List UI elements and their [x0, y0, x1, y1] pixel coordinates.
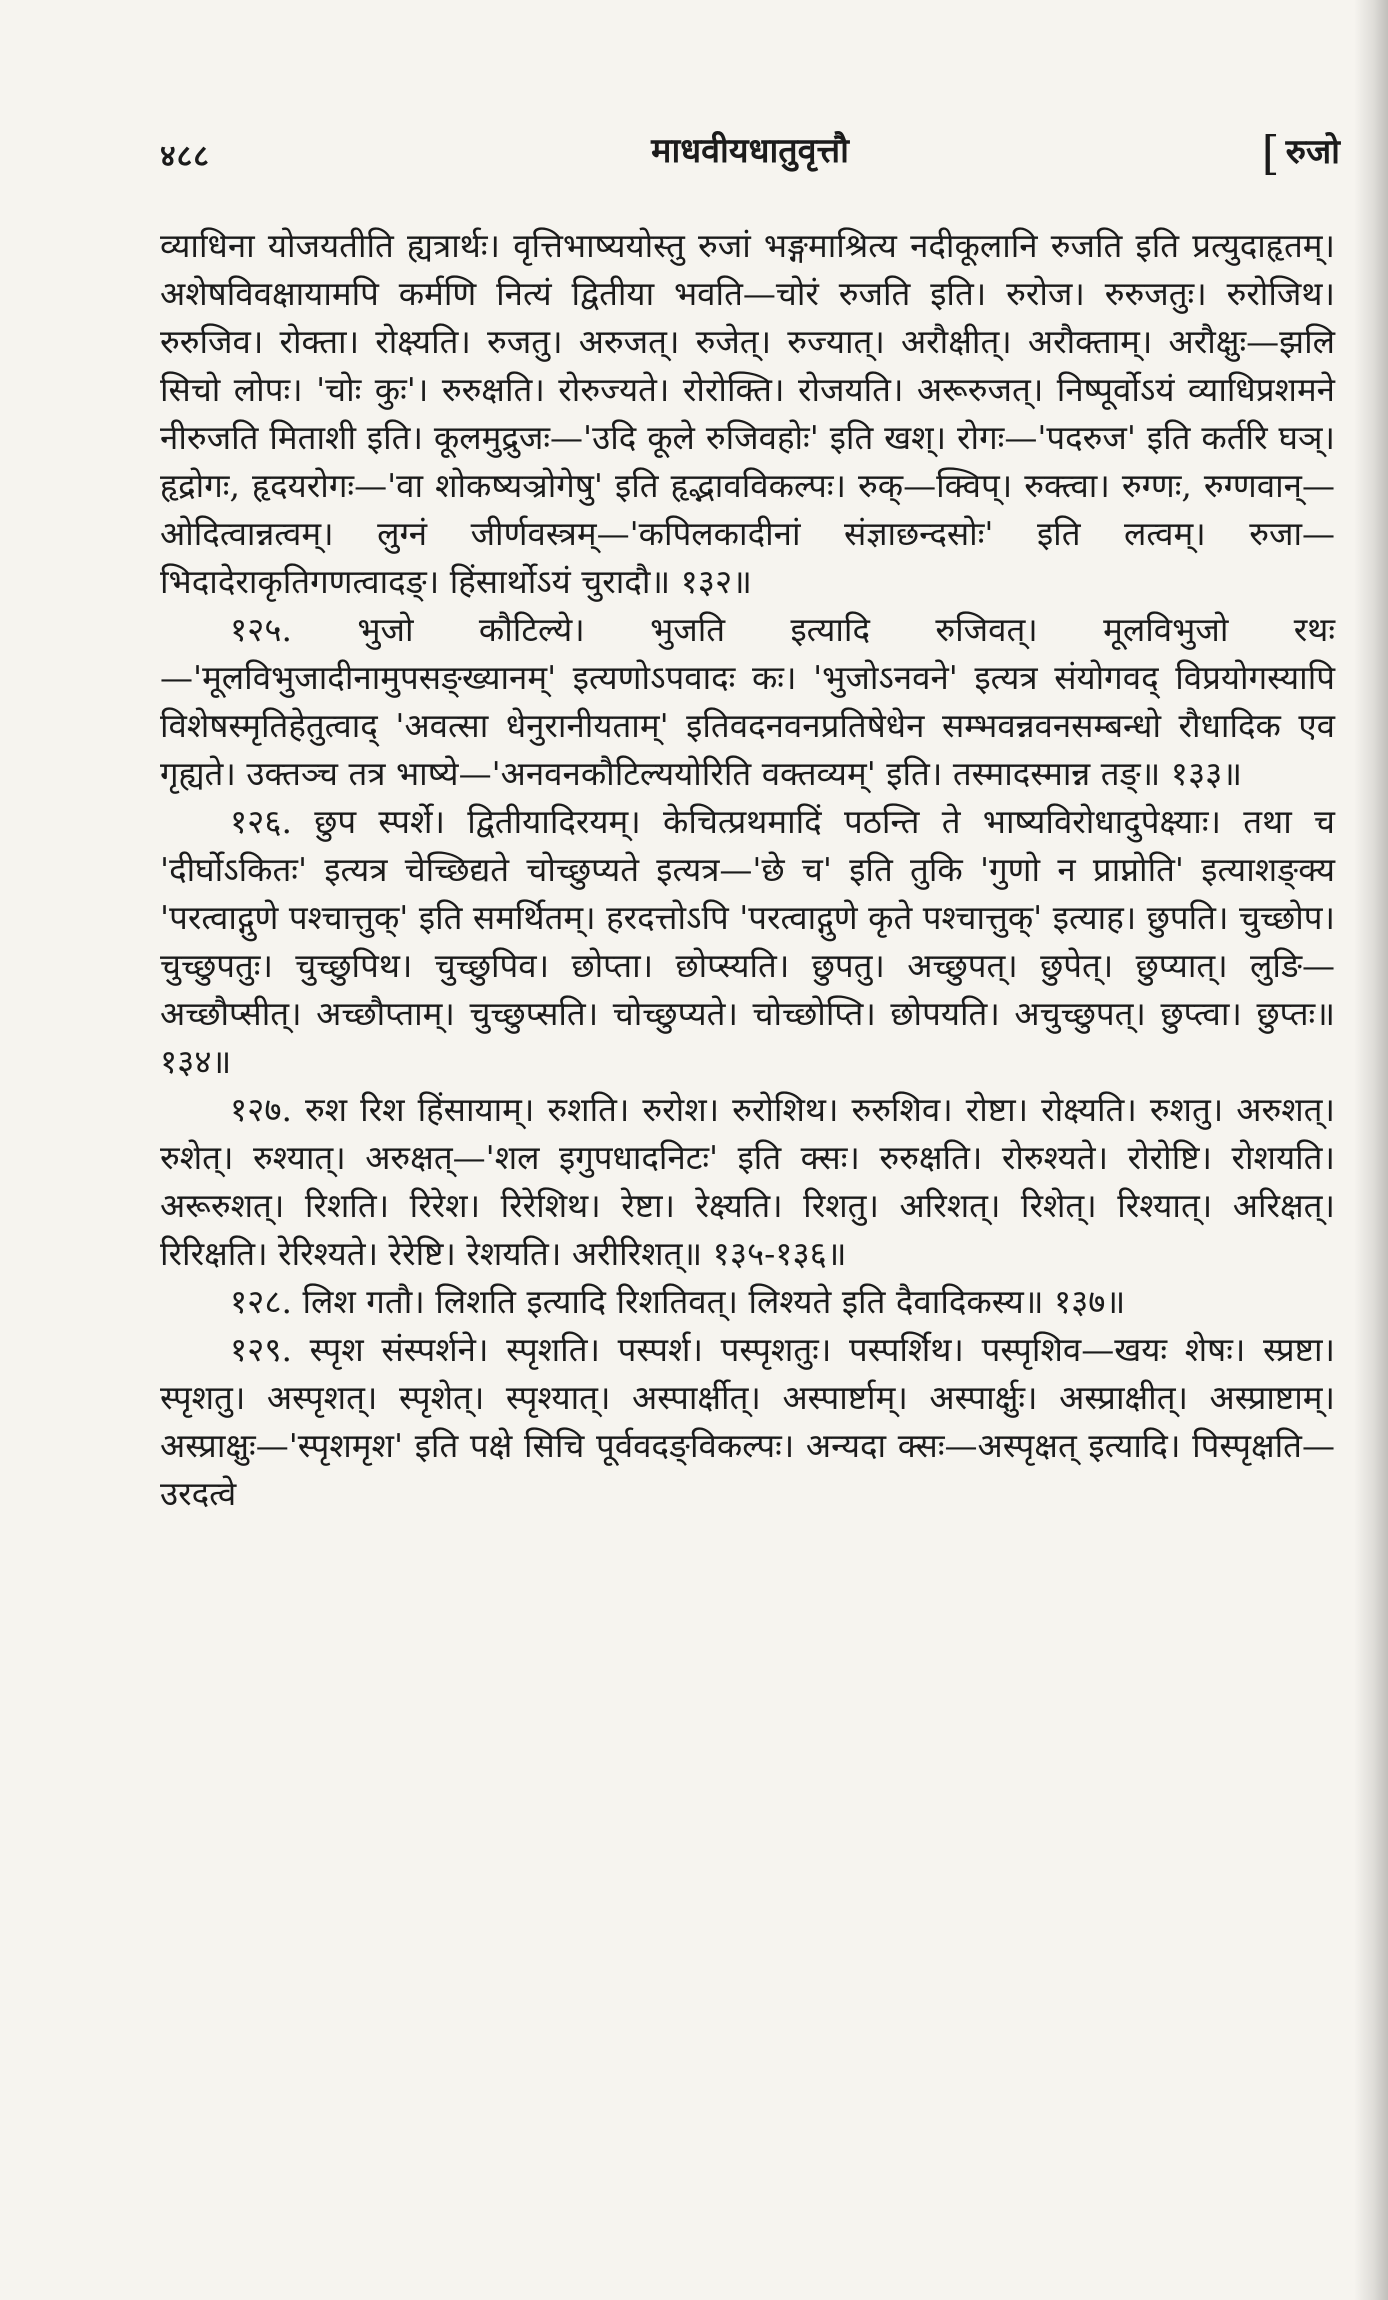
section-marker [1262, 126, 1340, 180]
paragraph-125-bhuj: १२५. भुजो कौटिल्ये। भुजति इत्यादि रुजिवत्। मूलविभुजो रथः—'मूलविभुजादीनामुपसङ्ख्यानम्' इत्यणोऽपवादः कः। 'भुजोऽनवने' इत्यत्र संयोगवद् विप्रयोगस्यापि विशेषस्मृतिहेतुत्वाद् 'अवत्सा धेनुरानीयताम्' इतिवदनवनप्रतिषेधेन सम्भवन्नवनसम्बन्धो रौधादिक एव गृह्यते। उक्तञ्च तत्र भाष्ये—'अनवनकौटिल्ययोरिति वक्तव्यम्' इति। तस्मादस्मान्न तङ्॥ १३३॥ [160, 610, 1335, 793]
paragraph-126-chhup: १२६. छुप स्पर्शे। द्वितीयादिरयम्। केचित्प्रथमादिं पठन्ति ते भाष्यविरोधादुपेक्ष्याः। तथा च 'दीर्घोऽकितः' इत्यत्र चेच्छिद्यते चोच्छुप्यते इत्यत्र—'छे च' इति तुकि 'गुणो न प्राप्नोति' इत्याशङ्क्य 'परत्वाद्गुणे पश्चात्तुक्' इति समर्थितम्। हरदत्तोऽपि 'परत्वाद्गुणे कृते पश्चात्तुक्' इत्याह। छुपति। चुच्छोप। चुच्छुपतुः। चुच्छुपिथ। चुच्छुपिव। छोप्ता। छोप्स्यति। छुपतु। अच्छुपत्। छुपेत्। छुप्यात्। लुङि—अच्छौप्सीत्। अच्छौप्ताम्। चुच्छुप्सति। चोच्छुप्यते। चोच्छोप्ति। छोपयति। अचुच्छुपत्। छुप्त्वा। छुप्तः॥ १३४॥ [160, 802, 1335, 1081]
running-title: माधवीयधातुवृत्तौ [651, 131, 849, 171]
paragraph-129-sprish: १२९. स्पृश संस्पर्शने। स्पृशति। पस्पर्श। पस्पृशतुः। पस्पर्शिथ। पस्पृशिव—खयः शेषः। स्प्रष्टा। स्पृशतु। अस्पृशत्। स्पृशेत्। स्पृश्यात्। अस्पार्क्षीत्। अस्पार्ष्टाम्। अस्पार्क्षुः। अस्प्राक्षीत्। अस्प्राष्टाम्। अस्प्राक्षुः—'स्पृशमृश' इति पक्षे सिचि पूर्ववदङ्विकल्पः। अन्यदा क्सः—अस्पृक्षत् इत्यादि। पिस्पृक्षति—उरदत्वे [160, 1330, 1335, 1513]
paragraph-ruj-continued: व्याधिना योजयतीति ह्यत्रार्थः। वृत्तिभाष्ययोस्तु रुजां भङ्गमाश्रित्य नदीकूलानि रुजति इति प्रत्युदाहृतम्। अशेषविवक्षायामपि कर्मणि नित्यं द्वितीया भवति—चोरं रुजति इति। रुरोज। रुरुजतुः। रुरोजिथ। रुरुजिव। रोक्ता। रोक्ष्यति। रुजतु। अरुजत्। रुजेत्। रुज्यात्। अरौक्षीत्। अरौक्ताम्। अरौक्षुः—झलि सिचो लोपः। 'चोः कुः'। रुरुक्षति। रोरुज्यते। रोरोक्ति। रोजयति। अरूरुजत्। निष्पूर्वोऽयं व्याधिप्रशमने नीरुजति मिताशी इति। कूलमुद्रुजः—'उदि कूले रुजिवहोः' इति खश्। रोगः—'पदरुज' इति कर्तरि घञ्। हृद्रोगः, हृदयरोगः—'वा शोकष्यञ्रोगेषु' इति हृद्भावविकल्पः। रुक्—क्विप्। रुक्त्वा। रुग्णः, रुग्णवान्—ओदित्वान्नत्वम्। लुग्नं जीर्णवस्त्रम्—'कपिलकादीनां संज्ञाछन्दसोः' इति लत्वम्। रुजा—भिदादेराकृतिगणत्वादङ्। हिंसार्थोऽयं चुरादौ॥ १३२॥ [160, 226, 1335, 601]
section-bracket: [ [1261, 126, 1280, 180]
paragraph-127-rush-rish: १२७. रुश रिश हिंसायाम्। रुशति। रुरोश। रुरोशिथ। रुरुशिव। रोष्टा। रोक्ष्यति। रुशतु। अरुशत्। रुशेत्। रुश्यात्। अरुक्षत्—'शल इगुपधादनिटः' इति क्सः। रुरुक्षति। रोरुश्यते। रोरोष्टि। रोशयति। अरूरुशत्। रिशति। रिरेश। रिरेशिथ। रेष्टा। रेक्ष्यति। रिशतु। अरिशत्। रिशेत्। रिश्यात्। अरिक्षत्। रिरिक्षति। रेरिश्यते। रेरेष्टि। रेशयति। अरीरिशत्॥ १३५-१३६॥ [160, 1090, 1335, 1273]
page-edge-shadow [1354, 0, 1388, 2300]
paragraph-128-lish: १२८. लिश गतौ। लिशति इत्यादि रिशतिवत्। लिश्यते इति दैवादिकस्य॥ १३७॥ [230, 1282, 1126, 1321]
running-header [160, 126, 1340, 196]
body-text [160, 222, 1335, 1518]
section-word: रुजो [1285, 132, 1340, 172]
page-number: ४८८ [160, 139, 210, 174]
